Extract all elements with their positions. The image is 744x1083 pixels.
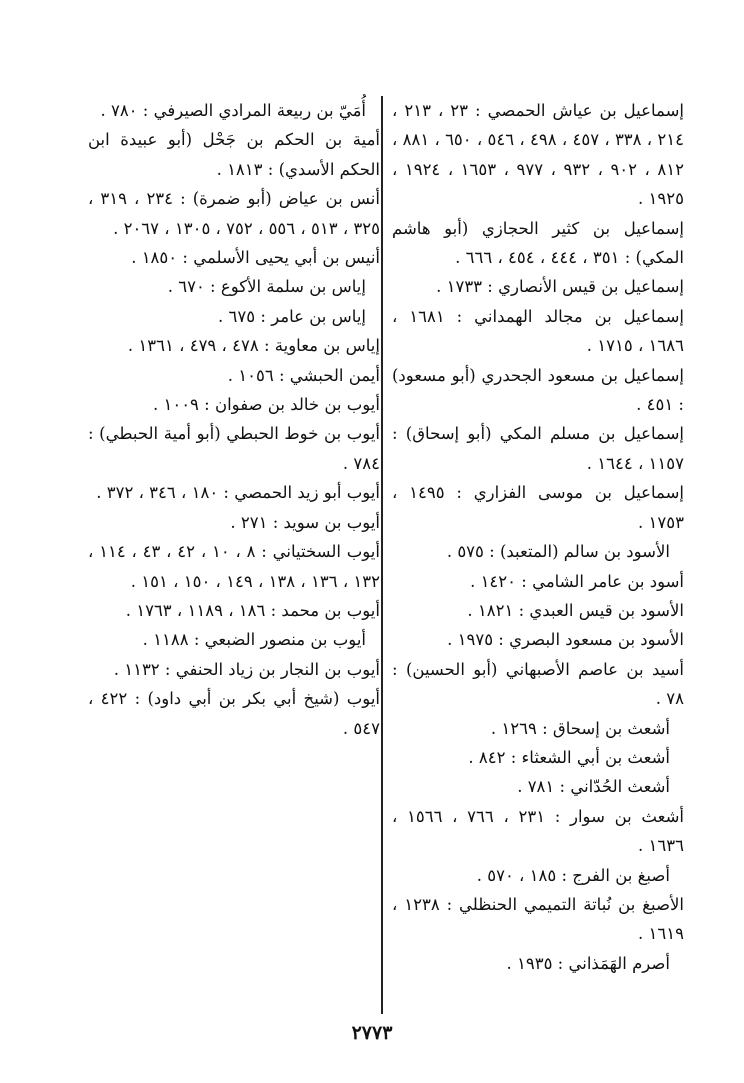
index-entry: الأسود بن سالم (المتعبد) : ٥٧٥ . — [446, 542, 670, 562]
index-entry: إسماعيل بن مسلم المكي (أبو إسحاق) : ١١٥٧ ، ١٦٤٤ . — [392, 424, 684, 473]
index-entry: أمية بن الحكم بن جَحْل (أبو عبيدة ابن الحكم الأسدي) : ١٨١٣ . — [88, 130, 380, 179]
index-column-left — [88, 96, 380, 743]
index-entry: أيوب بن خوط الحبطي (أبو أمية الحبطي) : ٧٨٤ . — [88, 424, 380, 473]
index-entry: أيمن الحبشي : ١٠٥٦ . — [227, 365, 380, 385]
index-entry: إسماعيل بن قيس الأنصاري : ١٧٣٣ . — [436, 277, 684, 297]
index-entry: إياس بن عامر : ٦٧٥ . — [218, 306, 366, 326]
index-entry: إسماعيل بن مجالد الهمداني : ١٦٨١ ، ١٦٨٦ ، ١٧١٥ . — [392, 306, 684, 356]
index-entry: أسيد بن عاصم الأصبهاني (أبو الحسين) : ٧٨ . — [392, 659, 684, 709]
index-entry: إياس بن معاوية : ٤٧٨ ، ٤٧٩ ، ١٣٦١ . — [127, 336, 380, 356]
index-entry: أيوب بن سويد : ٢٧١ . — [230, 512, 380, 532]
index-entry: أشعث بن أبي الشعثاء : ٨٤٢ . — [468, 747, 670, 767]
index-entry: أيوب بن منصور الضبعي : ١١٨٨ . — [142, 630, 366, 650]
index-entry: أيوب (شيخ أبي بكر بن أبي داود) : ٤٢٢ ، ٥٤٧ . — [88, 689, 380, 738]
index-entry: إياس بن سلمة الأكوع : ٦٧٠ . — [167, 277, 366, 297]
column-divider — [381, 96, 383, 1014]
index-entry: إسماعيل بن كثير الحجازي (أبو هاشم المكي) : ٣٥١ ، ٤٤٤ ، ٤٥٤ ، ٦٦٦ . — [392, 218, 684, 268]
index-entry: أشعث بن إسحاق : ١٢٦٩ . — [490, 718, 670, 738]
page-number: ٢٧٧٣ — [351, 1022, 393, 1044]
index-entry: الأصبغ بن نُباتة التميمي الحنظلي : ١٢٣٨ ، ١٦١٩ . — [392, 894, 684, 944]
index-entry: إسماعيل بن مسعود الجحدري (أبو مسعود) : ٤٥١ . — [392, 365, 684, 415]
index-entry: الأسود بن قيس العبدي : ١٨٢١ . — [467, 600, 684, 620]
index-entry: أيوب السختياني : ٨ ، ١٠ ، ٤٢ ، ٤٣ ، ١١٤ ، ١٣٢ ، ١٣٦ ، ١٣٨ ، ١٤٩ ، ١٥٠ ، ١٥١ . — [88, 542, 380, 591]
index-entry: أسود بن عامر الشامي : ١٤٢٠ . — [470, 571, 684, 591]
index-entry: أنيس بن أبي يحيى الأسلمي : ١٨٥٠ . — [131, 248, 380, 268]
index-entry: أيوب بن النجار بن زياد الحنفي : ١١٣٢ . — [113, 659, 380, 679]
index-entry: أصبغ بن الفرج : ١٨٥ ، ٥٧٠ . — [476, 865, 670, 885]
index-entry: أنس بن عياض (أبو ضمرة) : ٢٣٤ ، ٣١٩ ، ٣٢٥ ، ٥١٣ ، ٥٥٦ ، ٧٥٢ ، ١٣٠٥ ، ٢٠٦٧ . — [88, 189, 380, 238]
index-entry: أصرم الهَمَذاني : ١٩٣٥ . — [506, 953, 670, 973]
index-entry: أُمَيّ بن ربيعة المرادي الصيرفي : ٧٨٠ . — [100, 101, 366, 120]
index-entry: إسماعيل بن عياش الحمصي : ٢٣ ، ٢١٣ ، ٢١٤ ، ٣٣٨ ، ٤٥٧ ، ٤٩٨ ، ٥٤٦ ، ٦٥٠ ، ٨٨١ ، ٨١٢ ، ٩٠٢ ، ٩٣٢ ، ٩٧٧ ، ١٦٥٣ ، ١٩٢٤ ، ١٩٢٥ . — [392, 101, 684, 209]
index-entry: أيوب بن خالد بن صفوان : ١٠٠٩ . — [152, 395, 380, 415]
index-entry: أيوب بن محمد : ١٨٦ ، ١١٨٩ ، ١٧٦٣ . — [125, 600, 380, 620]
index-column-right — [392, 96, 684, 978]
index-entry: أشعث الحُدّاني : ٧٨١ . — [517, 777, 670, 797]
index-entry: أشعث بن سوار : ٢٣١ ، ٧٦٦ ، ١٥٦٦ ، ١٦٣٦ . — [392, 806, 684, 856]
index-entry: الأسود بن مسعود البصري : ١٩٧٥ . — [447, 630, 684, 650]
index-entry: إسماعيل بن موسى الفزاري : ١٤٩٥ ، ١٧٥٣ . — [392, 483, 685, 532]
index-entry: أيوب أبو زيد الحمصي : ١٨٠ ، ٣٤٦ ، ٣٧٢ . — [96, 483, 380, 503]
